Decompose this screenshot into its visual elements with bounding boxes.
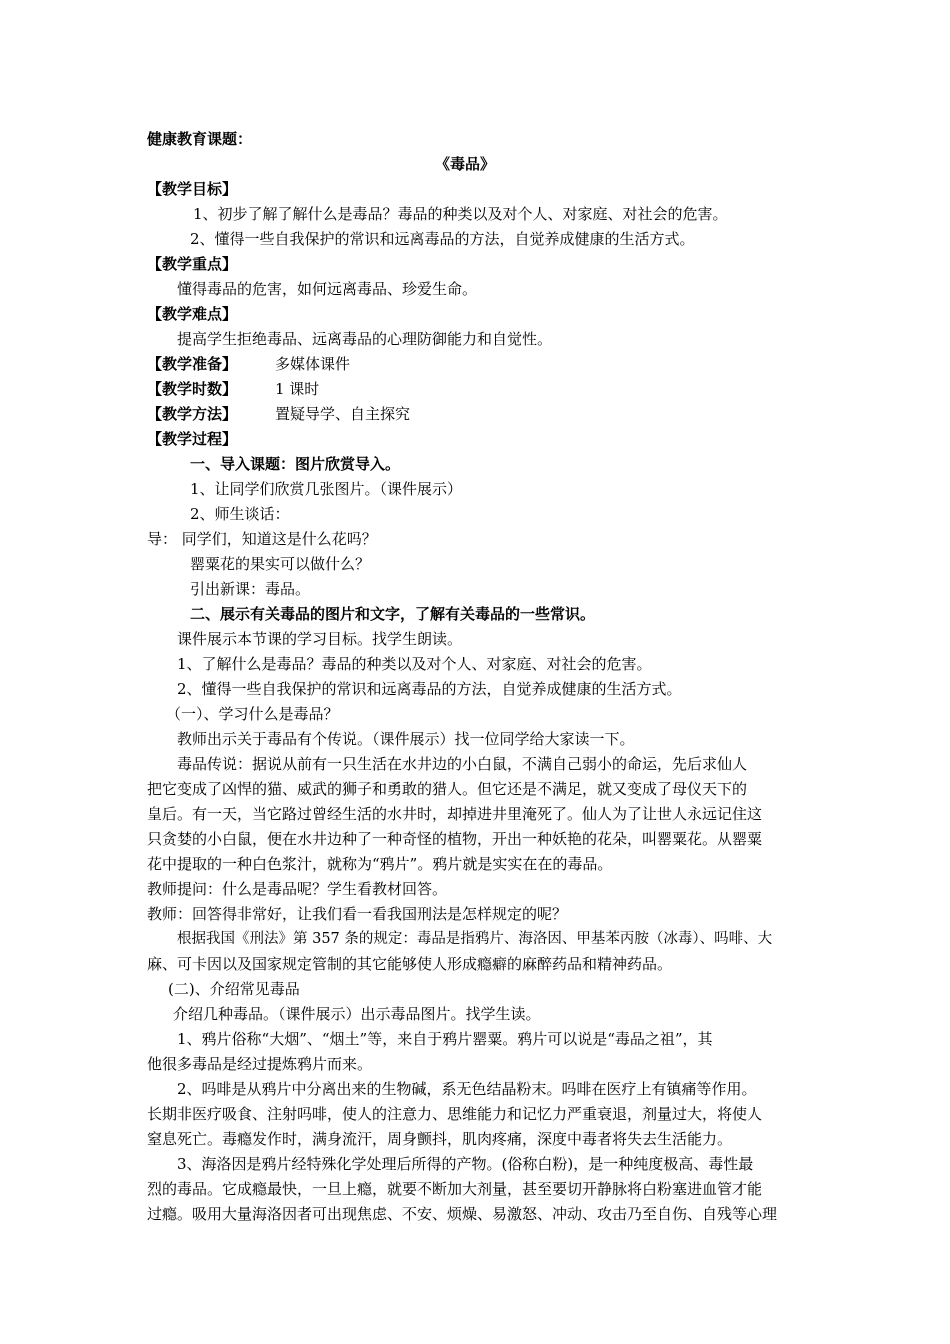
law-line: 根据我国《刑法》第 357 条的规定：毒品是指鸦片、海洛因、甲基苯丙胺（冰毒）、吗啡、大 — [177, 931, 773, 947]
difficulty-text: 提高学生拒绝毒品、远离毒品的心理防御能力和自觉性。 — [177, 330, 553, 348]
drug2-line: 2、吗啡是从鸦片中分离出来的生物碱，系无色结晶粉末。吗啡在医疗上有镇痛等作用。 — [177, 1080, 757, 1098]
teacher-question: 教师提问：什么是毒品呢？学生看教材回答。 — [147, 880, 448, 898]
prep-row — [147, 354, 350, 374]
method-value: 置疑导学、自主探究 — [275, 405, 411, 423]
drug2-line: 窒息死亡。毒瘾发作时，满身流汗，周身颤抖，肌肉疼痛，深度中毒者将失去生活能力。 — [147, 1130, 733, 1148]
step1-item-1: 1、让同学们欣赏几张图片。（课件展示） — [190, 480, 463, 498]
law-line: 麻、可卡因以及国家规定管制的其它能够使人形成瘾癖的麻醉药品和精神药品。 — [147, 955, 673, 973]
section-method-heading: 【教学方法】 — [147, 405, 238, 423]
section-goal-heading: 【教学目标】 — [147, 180, 238, 198]
prep-value: 多媒体课件 — [275, 355, 351, 373]
drug1-line: 他很多毒品是经过提炼鸦片而来。 — [147, 1055, 373, 1073]
guide-line-2: 罂粟花的果实可以做什么？ — [190, 555, 371, 573]
drug2-line: 长期非医疗吸食、注射吗啡，使人的注意力、思维能力和记忆力严重衰退，剂量过大，将使人 — [147, 1105, 763, 1123]
section-hours-heading: 【教学时数】 — [147, 380, 238, 398]
drug3-line: 过瘾。吸用大量海洛因者可出现焦虑、不安、烦燥、易激怒、冲动、攻击乃至自伤、自残等心理 — [147, 1205, 778, 1223]
doc-header: 健康教育课题： — [147, 130, 253, 148]
sub2-title: (二)、介绍常见毒品 — [168, 980, 300, 998]
teacher-response: 教师：回答得非常好，让我们看一看我国刑法是怎样规定的呢？ — [147, 905, 568, 923]
step2-intro: 课件展示本节课的学习目标。找学生朗读。 — [177, 630, 463, 648]
legend-line: 毒品传说：据说从前有一只生活在水井边的小白鼠，不满自己弱小的命运，先后求仙人 — [177, 755, 748, 773]
drug3-line: 3、海洛因是鸦片经特殊化学处理后所得的产物。(俗称白粉)，是一种纯度极高、毒性最 — [177, 1155, 754, 1173]
step2-item-2: 2、懂得一些自我保护的常识和远离毒品的方法，自觉养成健康的生活方式。 — [177, 680, 682, 698]
section-difficulty-heading: 【教学难点】 — [147, 305, 238, 323]
sub1-title: （一）、学习什么是毒品？ — [166, 705, 339, 723]
legend-line: 花中提取的一种白色浆汁，就称为“鸦片”。鸦片就是实实在在的毒品。 — [147, 855, 613, 873]
hours-row — [147, 379, 319, 399]
legend-line: 把它变成了凶悍的猫、威武的狮子和勇敢的猎人。但它还是不满足，就又变成了母仪天下的 — [147, 780, 748, 798]
step1-item-2: 2、师生谈话： — [190, 505, 290, 523]
step1-title: 一、导入课题：图片欣赏导入。 — [190, 455, 401, 473]
step2-item-1: 1、了解什么是毒品？毒品的种类以及对个人、对家庭、对社会的危害。 — [177, 655, 652, 673]
hours-value: 1 课时 — [275, 380, 320, 398]
sub2-intro: 介绍几种毒品。（课件展示）出示毒品图片。找学生读。 — [173, 1005, 541, 1023]
sub1-intro: 教师出示关于毒品有个传说。（课件展示）找一位同学给大家读一下。 — [177, 730, 635, 748]
doc-title: 《毒品》 — [435, 155, 496, 173]
section-key-heading: 【教学重点】 — [147, 255, 238, 273]
section-prep-heading: 【教学准备】 — [147, 355, 238, 373]
method-row — [147, 404, 410, 424]
section-process-heading: 【教学过程】 — [147, 430, 238, 448]
drug3-line: 烈的毒品。它成瘾最快，一旦上瘾，就要不断加大剂量，甚至要切开静脉将白粉塞进血管才能 — [147, 1180, 763, 1198]
drug1-line: 1、鸦片俗称“大烟”、“烟土”等，来自于鸦片罂粟。鸦片可以说是“毒品之祖”，其 — [177, 1030, 713, 1048]
legend-line: 皇后。有一天，当它路过曾经生活的水井时，却掉进井里淹死了。仙人为了让世人永远记住这 — [147, 805, 763, 823]
legend-line: 只贪婪的小白鼠，便在水井边种了一种奇怪的植物，开出一种妖艳的花朵，叫罂粟花。从罂粟 — [147, 830, 763, 848]
key-text: 懂得毒品的危害，如何远离毒品、珍爱生命。 — [177, 280, 478, 298]
guide-line-1: 导： 同学们，知道这是什么花吗？ — [147, 530, 377, 548]
goal-item-2: 2、懂得一些自我保护的常识和远离毒品的方法，自觉养成健康的生活方式。 — [190, 230, 695, 248]
goal-item-1: 1、初步了解了解什么是毒品？毒品的种类以及对个人、对家庭、对社会的危害。 — [193, 205, 728, 223]
step2-title: 二、展示有关毒品的图片和文字，了解有关毒品的一些常识。 — [190, 605, 596, 623]
guide-line-3: 引出新课：毒品。 — [190, 580, 311, 598]
